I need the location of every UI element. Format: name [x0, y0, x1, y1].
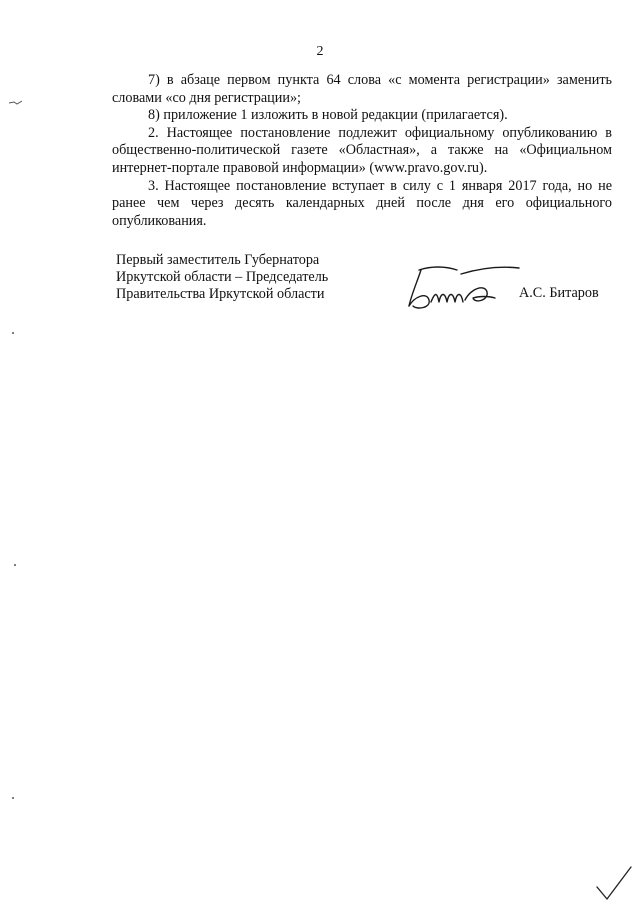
signer-title-line: Иркутской области – Председатель [116, 268, 329, 285]
scan-mark [10, 795, 16, 801]
signer-name: А.С. Битаров [519, 285, 599, 301]
signer-title-line: Правительства Иркутской области [116, 285, 325, 302]
document-body [112, 72, 612, 230]
page-number: 2 [316, 44, 324, 59]
paragraph-publication: 2. Настоящее постановление подлежит официальному опубликованию в общественно-политической газете «Областная», а также на «Официальном интернет-портале правовой информации» (www.pravo.gov.ru). [112, 124, 612, 176]
scan-mark [8, 98, 24, 106]
paragraph-effective-date: 3. Настоящее постановление вступает в силу с 1 января 2017 года, но не ранее чем через десять календарных дней после дня его официального опубликования. [112, 177, 612, 229]
signer-title-line: Первый заместитель Губернатора [116, 252, 320, 268]
signer-title [116, 252, 328, 302]
paragraph-item-8: 8) приложение 1 изложить в новой редакции (прилагается). [148, 107, 508, 124]
scan-mark [12, 562, 18, 568]
check-mark-icon [595, 865, 635, 901]
paragraph-item-7: 7) в абзаце первом пункта 64 слова «с момента регистрации» заменить словами «со дня регистрации»; [112, 72, 612, 106]
handwritten-signature [401, 260, 521, 316]
scan-mark [10, 330, 16, 336]
signature-block [116, 252, 616, 312]
